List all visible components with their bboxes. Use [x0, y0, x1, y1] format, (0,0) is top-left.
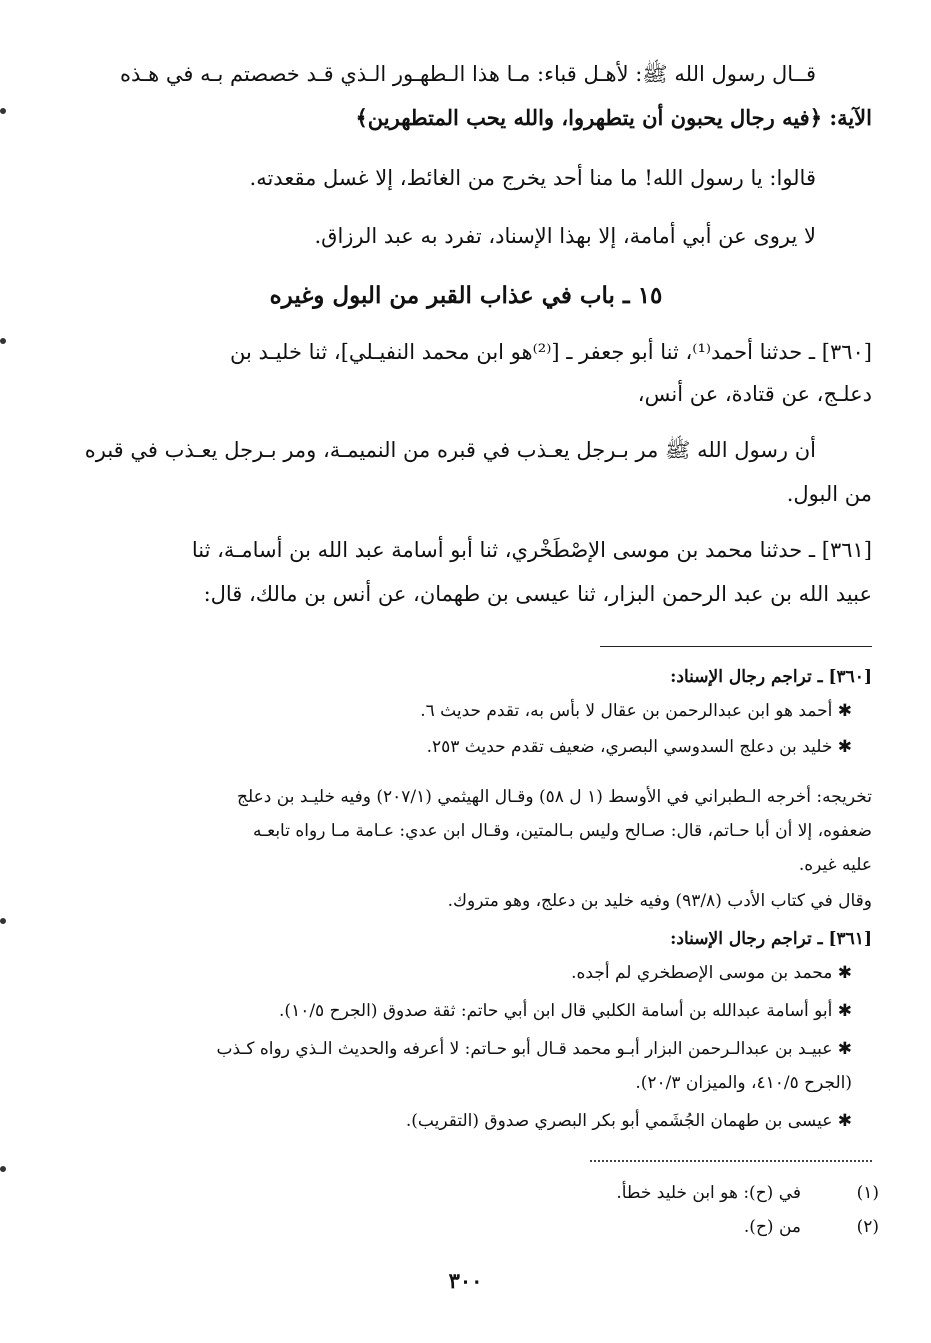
footnote-360-takhrij2: ضعفوه، إلا أن أبا حـاتم، قال: صـالح وليس بـالمتين، وقـال ابن عدي: عـامة مـا رواه تابعـه: [253, 821, 872, 841]
chapter-heading: ١٥ ـ باب في عذاب القبر من البول وغيره: [269, 282, 663, 309]
hadith-361-line1: [٣٦١] ـ حدثنا محمد بن موسى الإصْطَخْري، ثنا أبو أسامة عبد الله بن أسامـة، ثنا: [191, 538, 872, 562]
hadith-360-line3: أن رسول الله ﷺ مر بـرجل يعـذب في قبره من النميمـة، ومر بـرجل يعـذب في قبره: [84, 438, 816, 462]
footnote-divider: [600, 646, 872, 647]
main-para1-line1: قــال رسول الله ﷺ: لأهـل قباء: مـا هذا الـطهـور الـذي قـد خصصتم بـه في هـذه: [119, 62, 816, 86]
note-2-text: من (ح).: [743, 1217, 801, 1237]
margin-mark: [0, 918, 6, 924]
main-para3: لا يروى عن أبي أمامة، إلا بهذا الإسناد، تفرد به عبد الرزاق.: [314, 224, 816, 248]
footnote-360-bullet1: ✱ أحمد هو ابن عبدالرحمن بن عقال لا بأس به، تقدم حديث ٦.: [420, 701, 852, 721]
footnote-360-takhrij1: تخريجه: أخرجه الـطبراني في الأوسط (١ ل ٥٨) وقـال الهيثمي (٢٠٧/١) وفيه خليـد بن دعلج: [237, 787, 872, 807]
footnote-361-bullet3b: (الجرح ٤١٠/٥، والميزان ٢٠/٣).: [635, 1073, 852, 1093]
margin-mark: [0, 338, 6, 344]
main-para2: قالوا: يا رسول الله! ما منا أحد يخرج من الغائط، إلا غسل مقعدته.: [249, 166, 816, 190]
main-para1-line2: الآية: ﴿فيه رجال يحبون أن يتطهروا، والله يحب المتطهرين﴾: [355, 105, 872, 130]
hadith-360-line1: [٣٦٠] ـ حدثنا أحمد⁽¹⁾، ثنا أبو جعفر ـ [⁽²⁾هو ابن محمد النفيـلي]، ثنا خليـد بن: [230, 340, 872, 364]
margin-mark: [0, 108, 6, 114]
margin-mark: [0, 1166, 6, 1172]
footnote-361-bullet3a: ✱ عبيـد بن عبدالـرحمن البزار أبـو محمد قـال أبو حـاتم: لا أعرفه والحديث الـذي رواه كـذب: [216, 1039, 852, 1059]
hadith-360-line2: دعلـج، عن قتادة، عن أنس،: [637, 382, 872, 406]
footnote-360-takhrij3: عليه غيره.: [798, 855, 872, 875]
footnote-361-title: [٣٦١] ـ تراجم رجال الإسناد:: [670, 929, 872, 949]
note-2-number: (٢): [856, 1217, 879, 1237]
footnote-360-bullet2: ✱ خليد بن دعلج السدوسي البصري، ضعيف تقدم حديث ٢٥٣.: [426, 737, 852, 757]
footnote-360-takhrij4: وقال في كتاب الأدب (٩٣/٨) وفيه خليد بن دعلج، وهو متروك.: [447, 891, 872, 911]
hadith-360-line4: من البول.: [786, 482, 872, 506]
hadith-361-line2: عبيد الله بن عبد الرحمن البزار، ثنا عيسى بن طهمان، عن أنس بن مالك، قال:: [203, 582, 872, 606]
footnote-361-bullet4: ✱ عيسى بن طهمان الجُشَمي أبو بكر البصري صدوق (التقريب).: [405, 1111, 852, 1131]
footnote-361-bullet1: ✱ محمد بن موسى الإصطخري لم أجده.: [571, 963, 852, 983]
note-1-number: (١): [856, 1183, 879, 1203]
page-number: ٣٠٠: [448, 1268, 483, 1293]
footnote-361-bullet2: ✱ أبو أسامة عبدالله بن أسامة الكلبي قال ابن أبي حاتم: ثقة صدوق (الجرح ١٠/٥).: [279, 1001, 852, 1021]
footnote-360-title: [٣٦٠] ـ تراجم رجال الإسناد:: [670, 667, 872, 687]
note-1-text: في (ح): هو ابن خليد خطأ.: [616, 1183, 801, 1203]
notes-separator: [590, 1160, 872, 1162]
